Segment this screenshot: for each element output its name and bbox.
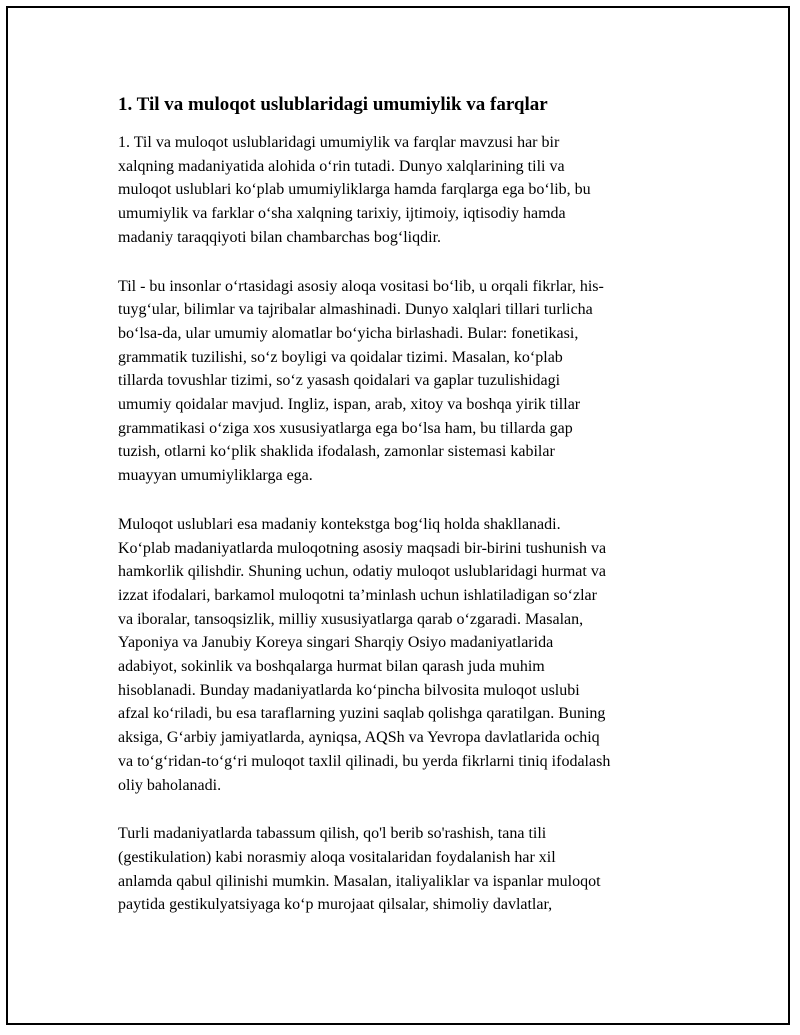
paragraph-3 (118, 513, 688, 797)
text-line: izzat ifodalari, barkamol muloqotni ta’minlash uchun ishlatiladigan so‘zlar (118, 586, 597, 604)
text-line: va iboralar, tansoqsizlik, milliy xususiyatlarga qarab o‘zgaradi. Masalan, (118, 610, 584, 628)
paragraph-1 (118, 131, 688, 250)
text-line: anlamda qabul qilinishi mumkin. Masalan, italiyaliklar va ispanlar muloqot (118, 872, 601, 890)
text-line: (gestikulation) kabi norasmiy aloqa vositalaridan foydalanish har xil (118, 848, 556, 866)
paragraph-2 (118, 275, 688, 488)
text-line: umumiy qoidalar mavjud. Ingliz, ispan, arab, xitoy va boshqa yirik tillar (118, 396, 581, 414)
text-line: aksiga, G‘arbiy jamiyatlarda, ayniqsa, AQSh va Yevropa davlatlarida ochiq (118, 729, 600, 747)
text-line: umumiylik va farklar o‘sha xalqning tarixiy, ijtimoiy, iqtisodiy hamda (118, 205, 566, 223)
text-line: muayyan umumiyliklarga ega. (118, 467, 313, 485)
text-line: hamkorlik qilishdir. Shuning uchun, odatiy muloqot uslublaridagi hurmat va (118, 563, 606, 581)
text-line: 1. Til va muloqot uslublaridagi umumiylik va farqlar mavzusi har bir (118, 134, 560, 151)
text-line: tuyg‘ular, bilimlar va tajribalar almashinadi. Dunyo xalqlari tillari turlicha (118, 301, 593, 319)
text-line: grammatikasi o‘ziga xos xususiyatlarga ega bo‘lsa ham, bu tillarda gap (118, 419, 573, 437)
text-line: tillarda tovushlar tizimi, so‘z yasash qoidalari va gaplar tuzulishidagi (118, 372, 561, 390)
section-heading: 1. Til va muloqot uslublaridagi umumiylik va farqlar (118, 94, 548, 115)
text-line: hisoblanadi. Bunday madaniyatlarda ko‘pincha bilvosita muloqot uslubi (118, 681, 580, 699)
text-line: Turli madaniyatlarda tabassum qilish, qo'l berib so'rashish, tana tili (118, 825, 547, 843)
text-line: madaniy taraqqiyoti bilan chambarchas bog‘liqdir. (118, 228, 442, 246)
text-line: Yaponiya va Janubiy Koreya singari Sharqiy Osiyo madaniyatlarida (118, 634, 554, 652)
text-line: paytida gestikulyatsiyaga ko‘p murojaat qilsalar, shimoliy davlatlar, (118, 896, 553, 914)
text-line: muloqot uslublari ko‘plab umumiyliklarga hamda farqlarga ega bo‘lib, bu (118, 181, 591, 199)
text-line: va to‘g‘ridan-to‘g‘ri muloqot taxlil qilinadi, bu yerda fikrlarni tiniq ifodalash (118, 752, 611, 770)
text-line: Muloqot uslublari esa madaniy kontekstga bog‘liq holda shakllanadi. (118, 515, 561, 533)
text-line: Ko‘plab madaniyatlarda muloqotning asosiy maqsadi bir-birini tushunish va (118, 539, 607, 557)
text-line: adabiyot, sokinlik va boshqalarga hurmat bilan qarash juda muhim (118, 658, 545, 676)
text-line: tuzish, otlarni ko‘plik shaklida ifodalash, zamonlar sistemasi kabilar (118, 443, 555, 461)
text-line: oliy baholanadi. (118, 776, 222, 794)
text-line: bo‘lsa-da, ular umumiy alomatlar bo‘yicha birlashadi. Bular: fonetikasi, (118, 324, 579, 342)
text-line: Til - bu insonlar o‘rtasidagi asosiy aloqa vositasi bo‘lib, u orqali fikrlar, his- (118, 277, 604, 295)
paragraph-4 (118, 822, 688, 917)
document-body (118, 92, 688, 942)
text-line: grammatik tuzilishi, so‘z boyligi va qoidalar tizimi. Masalan, ko‘plab (118, 348, 563, 366)
text-line: xalqning madaniyatida alohida o‘rin tutadi. Dunyo xalqlarining tili va (118, 157, 565, 175)
text-line: afzal ko‘riladi, bu esa taraflarning yuzini saqlab qolishga qaratilgan. Buning (118, 705, 606, 723)
